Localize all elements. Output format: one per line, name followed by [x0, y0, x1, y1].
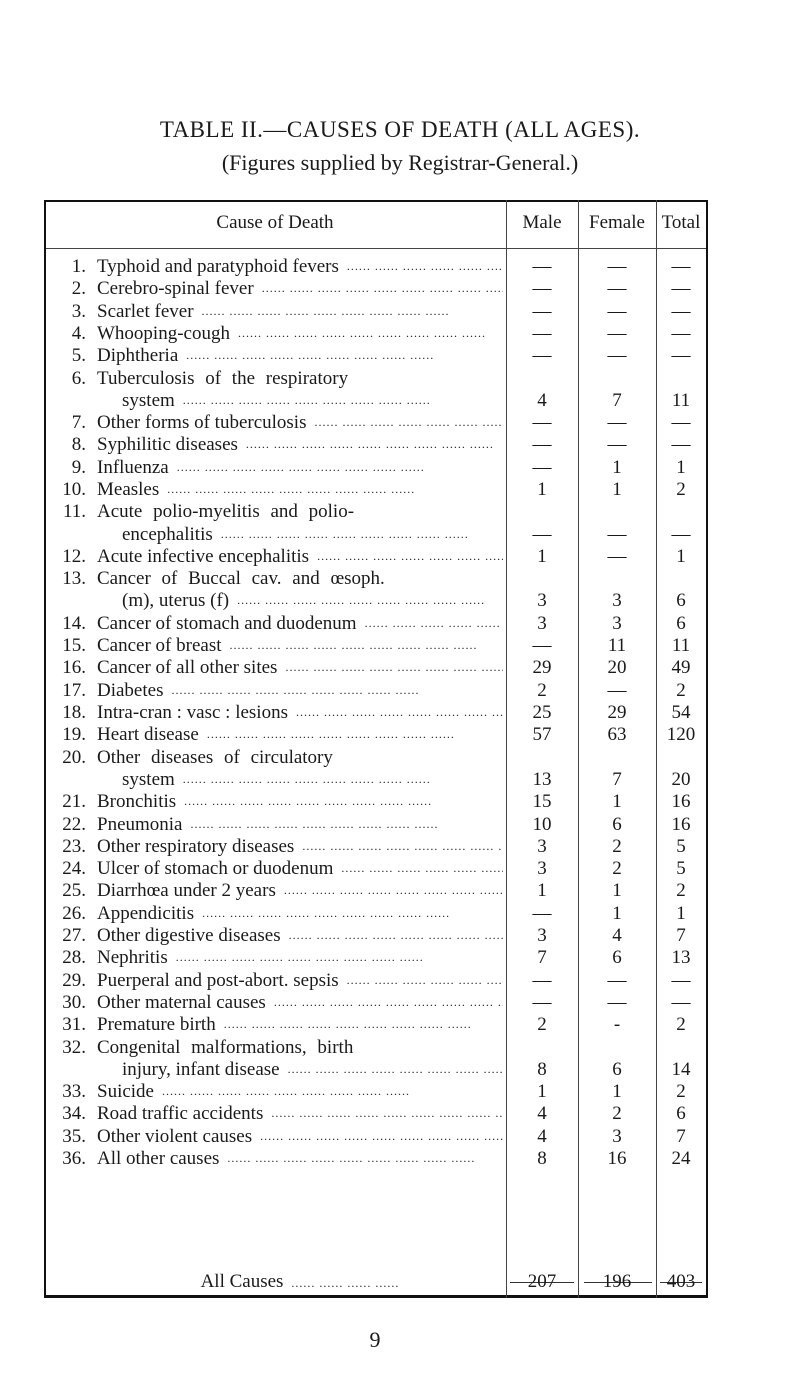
cause-label-text: Whooping-cough	[97, 323, 234, 344]
value-male: —	[532, 300, 552, 322]
value-total: —	[671, 969, 691, 991]
cause-label-text: Road traffic accidents	[97, 1103, 267, 1124]
cause-label	[97, 724, 503, 746]
table-row	[44, 546, 706, 568]
cause-label-text: Bronchitis	[97, 791, 180, 812]
cause-label	[97, 858, 503, 880]
cause-label	[97, 1014, 503, 1036]
value-female: 16	[607, 1148, 627, 1169]
table-row	[44, 925, 706, 947]
value-total: —	[671, 322, 691, 344]
cause-label-text: Scarlet fever	[97, 301, 198, 322]
value-male: 1	[537, 1081, 547, 1103]
value-male: 4	[537, 1125, 547, 1147]
value-total: 2	[676, 1081, 686, 1103]
value-female: 7	[612, 389, 622, 411]
value-total: 7	[676, 1125, 686, 1147]
value-total: 5	[676, 835, 686, 857]
cause-label	[97, 412, 503, 434]
cause-label-continued-text: (m), uterus (f)	[122, 590, 233, 611]
totals-label: All Causes ...... ...... ...... ......	[200, 1271, 400, 1292]
value-male: 1	[537, 479, 547, 500]
cause-label	[97, 1148, 503, 1170]
table-row	[44, 635, 706, 657]
cause-label	[97, 680, 503, 702]
table-row	[44, 724, 706, 746]
row-number: 9.	[71, 456, 86, 478]
cause-label	[97, 791, 503, 813]
table-row	[44, 501, 706, 546]
row-number: 32.	[62, 1036, 86, 1058]
value-female: 1	[612, 1081, 622, 1103]
value-total: 11	[671, 635, 691, 657]
value-total: 6	[676, 612, 686, 634]
table-row	[44, 368, 706, 413]
row-number: 24.	[62, 858, 86, 880]
value-female: 1	[612, 902, 622, 924]
table-bottom-rule	[44, 1295, 706, 1298]
cause-label-text: Other digestive diseases	[97, 925, 285, 946]
value-female: 6	[612, 1058, 622, 1080]
cause-label	[97, 546, 503, 568]
value-total: —	[671, 345, 691, 367]
value-female: 1	[612, 880, 622, 902]
cause-label-continued	[122, 769, 503, 791]
value-female: 6	[612, 813, 622, 835]
value-female: 1	[612, 479, 622, 500]
value-female: 2	[612, 1103, 622, 1125]
row-number: 35.	[62, 1125, 86, 1147]
cause-label-text: Other violent causes	[97, 1126, 256, 1147]
cause-label	[97, 368, 503, 390]
row-number: 34.	[62, 1103, 86, 1125]
cause-label-text: Tuberculosis of the respiratory	[97, 368, 352, 389]
table-title: TABLE II.—CAUSES OF DEATH (ALL AGES).	[159, 117, 641, 142]
cause-label	[97, 747, 503, 769]
row-number: 31.	[62, 1014, 86, 1036]
value-total: 16	[671, 813, 691, 835]
row-number: 16.	[62, 657, 86, 679]
row-number: 29.	[62, 969, 86, 991]
row-number: 30.	[62, 991, 86, 1013]
row-number: 18.	[62, 702, 86, 723]
row-number: 33.	[62, 1081, 86, 1103]
value-male: 8	[537, 1058, 547, 1080]
row-number: 28.	[62, 947, 86, 969]
row-number: 1.	[71, 256, 86, 277]
cause-label-text: Cancer of breast	[97, 635, 226, 656]
cause-label-continued	[122, 524, 503, 546]
cause-label	[97, 880, 503, 902]
table-top-rule	[44, 200, 706, 202]
value-male: —	[532, 969, 552, 991]
value-female: -	[613, 1014, 621, 1036]
cause-label-text: Cerebro-spinal fever	[97, 278, 258, 299]
cause-label-text: Appendicitis	[97, 903, 198, 924]
value-male: —	[532, 902, 552, 924]
row-number: 3.	[71, 300, 86, 322]
value-total: —	[671, 412, 691, 434]
header-total: Total	[661, 212, 701, 233]
value-total: 1	[676, 545, 686, 567]
table-row	[44, 903, 706, 925]
cause-label	[97, 256, 503, 278]
row-number: 21.	[62, 791, 86, 813]
cause-label-continued-text: encephalitis	[122, 524, 217, 545]
table-row	[44, 301, 706, 323]
value-female: 4	[612, 925, 622, 946]
cause-label-text: Puerperal and post-abort. sepsis	[97, 970, 343, 991]
value-total: 5	[676, 858, 686, 880]
value-total: 7	[676, 925, 686, 946]
value-total: 2	[676, 1014, 686, 1036]
value-total: 24	[671, 1148, 691, 1169]
value-female: 7	[612, 768, 622, 790]
value-total: 1	[676, 902, 686, 924]
table-row	[44, 256, 706, 278]
value-female: —	[607, 679, 627, 701]
value-total: —	[671, 434, 691, 456]
value-male: —	[532, 456, 552, 478]
cause-label-text: Heart disease	[97, 724, 203, 745]
table-row	[44, 278, 706, 300]
table-row	[44, 345, 706, 367]
table-row	[44, 1103, 706, 1125]
table-row	[44, 323, 706, 345]
value-male: 15	[532, 791, 552, 813]
value-total: 49	[671, 657, 691, 679]
value-male: 1	[537, 545, 547, 567]
cause-label-text: Measles	[97, 479, 163, 500]
table-row	[44, 479, 706, 501]
table-row	[44, 680, 706, 702]
row-number: 26.	[62, 902, 86, 924]
cause-label-continued-text: system	[122, 390, 179, 411]
cause-label-text: Pneumonia	[97, 814, 187, 835]
value-female: 1	[612, 456, 622, 478]
value-female: 6	[612, 947, 622, 969]
value-female: 63	[607, 724, 627, 746]
value-male: 2	[537, 679, 547, 701]
cause-label-text: Diarrhœa under 2 years	[97, 880, 280, 901]
table-header-rule	[44, 248, 706, 249]
cause-label-text: Other diseases of circulatory	[97, 747, 337, 768]
table-row	[44, 791, 706, 813]
row-number: 23.	[62, 835, 86, 857]
value-male: 4	[537, 1103, 547, 1125]
cause-label-text: Cancer of all other sites	[97, 657, 281, 678]
cause-label	[97, 947, 503, 969]
value-total: 54	[671, 702, 691, 723]
value-male: 3	[537, 835, 547, 857]
cause-label	[97, 970, 503, 992]
cause-label	[97, 814, 503, 836]
cause-label-text: Diphtheria	[97, 345, 182, 366]
value-male: —	[532, 434, 552, 456]
value-total: 2	[676, 479, 686, 500]
table-row	[44, 1037, 706, 1082]
row-number: 15.	[62, 635, 86, 657]
cause-label-text: Other forms of tuberculosis	[97, 412, 310, 433]
value-male: —	[532, 635, 552, 657]
cause-label-continued	[122, 590, 503, 612]
cause-label	[97, 568, 503, 590]
value-male: —	[532, 412, 552, 434]
value-total: 20	[671, 768, 691, 790]
value-female: —	[607, 412, 627, 434]
cause-label-continued-text: injury, infant disease	[122, 1059, 284, 1080]
value-male: 3	[537, 858, 547, 880]
value-female: 2	[612, 835, 622, 857]
value-male: 13	[532, 768, 552, 790]
value-total: 11	[671, 389, 691, 411]
cause-label	[97, 1126, 503, 1148]
value-female: —	[607, 434, 627, 456]
cause-label-text: Typhoid and paratyphoid fevers	[97, 256, 343, 277]
cause-label	[97, 903, 503, 925]
cause-label-text: Premature birth	[97, 1014, 220, 1035]
table-right-rule	[706, 200, 708, 1298]
totals-total: 403	[666, 1271, 696, 1292]
cause-label-continued-text: system	[122, 769, 179, 790]
cause-label-text: Acute infective encephalitis	[97, 546, 313, 567]
row-number: 19.	[62, 724, 86, 746]
value-female: 29	[607, 702, 627, 723]
table-row	[44, 992, 706, 1014]
value-male: 8	[537, 1148, 547, 1169]
cause-label-text: Diabetes	[97, 680, 167, 701]
value-total: 6	[676, 1103, 686, 1125]
value-female: —	[607, 969, 627, 991]
cause-label-text: Suicide	[97, 1081, 158, 1102]
value-male: 3	[537, 590, 547, 612]
value-male: 7	[537, 947, 547, 969]
value-female: —	[607, 256, 627, 277]
cause-label-text: Influenza	[97, 457, 173, 478]
value-total: —	[671, 300, 691, 322]
totals-female: 196	[602, 1271, 632, 1292]
value-female: —	[607, 991, 627, 1013]
header-female: Female	[589, 212, 645, 233]
page-number: 9	[369, 1327, 381, 1352]
cause-label	[97, 457, 503, 479]
value-male: 4	[537, 389, 547, 411]
cause-label-text: Cancer of Buccal cav. and œsoph.	[97, 568, 389, 589]
row-number: 17.	[62, 679, 86, 701]
row-number: 5.	[71, 345, 86, 367]
row-number: 11.	[62, 501, 86, 523]
cause-label	[97, 479, 503, 501]
row-number: 2.	[71, 278, 86, 300]
table-subtitle: (Figures supplied by Registrar-General.)	[221, 150, 579, 175]
row-number: 6.	[71, 367, 86, 389]
value-total: 6	[676, 590, 686, 612]
table-row	[44, 568, 706, 613]
value-male: —	[532, 523, 552, 545]
table-row	[44, 702, 706, 724]
value-female: —	[607, 523, 627, 545]
value-female: 11	[607, 635, 627, 657]
value-female: —	[607, 278, 627, 300]
value-male: —	[532, 991, 552, 1013]
value-male: 57	[532, 724, 552, 746]
value-female: 3	[612, 612, 622, 634]
value-female: —	[607, 545, 627, 567]
cause-label-text: All other causes	[97, 1148, 223, 1169]
value-female: 3	[612, 1125, 622, 1147]
value-total: 14	[671, 1058, 691, 1080]
cause-label	[97, 501, 503, 523]
value-total: —	[671, 278, 691, 300]
cause-label-text: Cancer of stomach and duodenum	[97, 613, 361, 634]
row-number: 8.	[71, 434, 86, 456]
cause-label	[97, 1081, 503, 1103]
value-male: 1	[537, 880, 547, 902]
cause-label-continued	[122, 1059, 503, 1081]
value-total: 2	[676, 679, 686, 701]
cause-label-text: Ulcer of stomach or duodenum	[97, 858, 337, 879]
table-row	[44, 947, 706, 969]
value-male: 29	[532, 657, 552, 679]
value-female: —	[607, 300, 627, 322]
value-male: —	[532, 256, 552, 277]
row-number: 20.	[62, 746, 86, 768]
row-number: 22.	[62, 813, 86, 835]
row-number: 27.	[62, 925, 86, 946]
cause-label	[97, 635, 503, 657]
table-row	[44, 1148, 706, 1170]
cause-label	[97, 323, 503, 345]
table-row	[44, 1081, 706, 1103]
value-male: 10	[532, 813, 552, 835]
table-row	[44, 880, 706, 902]
table-row	[44, 814, 706, 836]
cause-label	[97, 925, 503, 947]
cause-label	[97, 434, 503, 456]
cause-label-continued	[122, 390, 503, 412]
row-number: 7.	[71, 412, 86, 434]
cause-label	[97, 992, 503, 1014]
value-total: 2	[676, 880, 686, 902]
value-total: —	[671, 991, 691, 1013]
cause-label-text: Other respiratory diseases	[97, 836, 298, 857]
cause-label	[97, 836, 503, 858]
cause-label	[97, 301, 503, 323]
value-total: 16	[671, 791, 691, 813]
cause-label-text: Congenital malformations, birth	[97, 1037, 357, 1058]
table-row	[44, 747, 706, 792]
row-number: 14.	[62, 612, 86, 634]
value-male: 2	[537, 1014, 547, 1036]
value-total: —	[671, 523, 691, 545]
row-number: 12.	[62, 545, 86, 567]
table-row	[44, 1126, 706, 1148]
value-total: 13	[671, 947, 691, 969]
value-male: —	[532, 322, 552, 344]
cause-label	[97, 613, 503, 635]
cause-label-text: Syphilitic diseases	[97, 434, 242, 455]
cause-label	[97, 345, 503, 367]
table-row	[44, 457, 706, 479]
causes-of-death-table	[44, 200, 706, 1298]
value-female: 20	[607, 657, 627, 679]
value-male: 3	[537, 612, 547, 634]
value-female: 3	[612, 590, 622, 612]
header-male: Male	[522, 212, 562, 233]
cause-label-text: Acute polio-myelitis and polio-	[97, 501, 358, 522]
table-row	[44, 970, 706, 992]
table-row	[44, 858, 706, 880]
table-row	[44, 1014, 706, 1036]
cause-label	[97, 278, 503, 300]
cause-label	[97, 702, 503, 724]
cause-label-text: Intra-cran : vasc : lesions	[97, 702, 292, 723]
value-male: 25	[532, 702, 552, 723]
row-number: 25.	[62, 880, 86, 902]
value-male: 3	[537, 925, 547, 946]
value-female: —	[607, 345, 627, 367]
header-cause: Cause of Death	[216, 212, 334, 233]
value-female: —	[607, 322, 627, 344]
cause-label	[97, 657, 503, 679]
cause-label	[97, 1103, 503, 1125]
value-total: 120	[666, 724, 696, 746]
table-row	[44, 434, 706, 456]
totals-male: 207	[527, 1271, 557, 1292]
cause-label-text: Nephritis	[97, 947, 172, 968]
cause-label	[97, 1037, 503, 1059]
value-male: —	[532, 278, 552, 300]
value-male: —	[532, 345, 552, 367]
value-female: 1	[612, 791, 622, 813]
value-total: 1	[676, 456, 686, 478]
value-total: —	[671, 256, 691, 277]
cause-label-text: Other maternal causes	[97, 992, 270, 1013]
table-row	[44, 613, 706, 635]
row-number: 36.	[62, 1148, 86, 1169]
row-number: 4.	[71, 322, 86, 344]
row-number: 13.	[62, 568, 86, 590]
table-row	[44, 412, 706, 434]
row-number: 10.	[62, 479, 86, 500]
value-female: 2	[612, 858, 622, 880]
table-row	[44, 836, 706, 858]
table-row	[44, 657, 706, 679]
